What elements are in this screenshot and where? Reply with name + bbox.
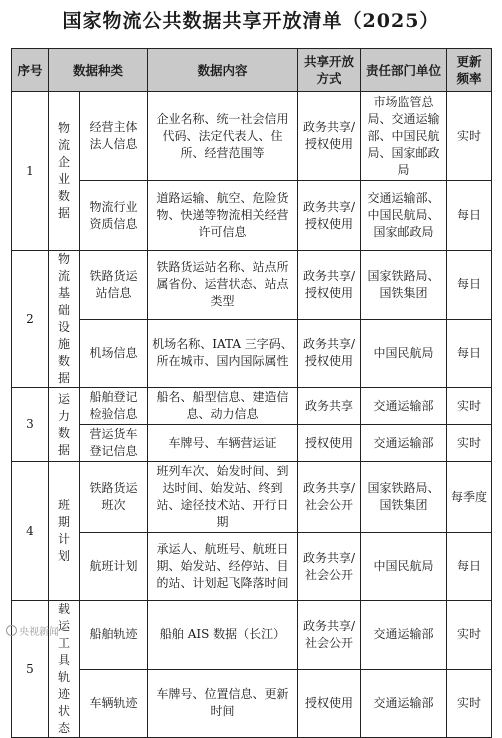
table-row (12, 425, 492, 462)
group-number: 3 (12, 388, 49, 462)
watermark (6, 623, 59, 638)
table-row (12, 319, 492, 388)
header-frequency: 更新频率 (447, 49, 492, 92)
data-kind: 营运货车登记信息 (80, 425, 148, 462)
group-number: 4 (12, 462, 49, 601)
update-frequency: 每日 (447, 251, 492, 320)
responsible-dept: 国家铁路局、国铁集团 (361, 462, 447, 533)
data-content: 班列车次、始发时间、到达时间、始发站、终到站、途径技术站、开行日期 (148, 462, 298, 533)
group-category: 班期计划 (49, 462, 80, 601)
share-method: 政务共享/授权使用 (298, 319, 361, 388)
share-method: 政务共享/社会公开 (298, 533, 361, 601)
group-category: 物流基础设施数据 (49, 251, 80, 388)
update-frequency: 实时 (447, 669, 492, 738)
page-title: 国家物流公共数据共享开放清单（2025） (62, 10, 440, 32)
data-kind: 机场信息 (80, 319, 148, 388)
update-frequency: 每季度 (447, 462, 492, 533)
header-dept: 责任部门单位 (361, 49, 447, 92)
update-frequency: 实时 (447, 92, 492, 181)
responsible-dept: 交通运输部 (361, 669, 447, 738)
update-frequency: 实时 (447, 425, 492, 462)
data-kind: 物流行业资质信息 (80, 181, 148, 251)
responsible-dept: 交通运输部、中国民航局、国家邮政局 (361, 181, 447, 251)
header-content: 数据内容 (148, 49, 298, 92)
data-content: 机场名称、IATA 三字码、所在城市、国内国际属性 (148, 319, 298, 388)
update-frequency: 每日 (447, 533, 492, 601)
group-category: 物流企业数据 (49, 92, 80, 251)
group-category: 载运工具轨迹状态 (49, 601, 80, 738)
responsible-dept: 中国民航局 (361, 319, 447, 388)
watermark-logo-icon (6, 625, 17, 636)
table-row (12, 181, 492, 251)
data-content: 道路运输、航空、危险货物、快递等物流相关经营许可信息 (148, 181, 298, 251)
share-method: 政务共享 (298, 388, 361, 425)
header-kind: 数据种类 (49, 49, 148, 92)
responsible-dept: 中国民航局 (361, 533, 447, 601)
share-method: 授权使用 (298, 425, 361, 462)
group-category: 运力数据 (49, 388, 80, 462)
share-method: 政务共享/社会公开 (298, 462, 361, 533)
data-kind: 铁路货运班次 (80, 462, 148, 533)
responsible-dept: 交通运输部 (361, 601, 447, 670)
header-method: 共享开放方式 (298, 49, 361, 92)
responsible-dept: 交通运输部 (361, 388, 447, 425)
table-header-row (12, 49, 492, 92)
group-number: 2 (12, 251, 49, 388)
data-content: 企业名称、统一社会信用代码、法定代表人、住所、经营范围等 (148, 92, 298, 181)
group-number: 5 (12, 601, 49, 738)
responsible-dept: 交通运输部 (361, 425, 447, 462)
table-row (12, 251, 492, 320)
table-row (12, 601, 492, 670)
table-row (12, 462, 492, 533)
group-number: 1 (12, 92, 49, 251)
table-row (12, 533, 492, 601)
responsible-dept: 市场监管总局、交通运输部、中国民航局、国家邮政局 (361, 92, 447, 181)
data-kind: 航班计划 (80, 533, 148, 601)
data-content: 船名、船型信息、建造信息、动力信息 (148, 388, 298, 425)
data-list-table (11, 48, 492, 738)
data-content: 车牌号、位置信息、更新时间 (148, 669, 298, 738)
share-method: 政务共享/授权使用 (298, 92, 361, 181)
table-row (12, 388, 492, 425)
table-row (12, 92, 492, 181)
data-kind: 船舶登记检验信息 (80, 388, 148, 425)
share-method: 政务共享/授权使用 (298, 251, 361, 320)
share-method: 授权使用 (298, 669, 361, 738)
data-content: 承运人、航班号、航班日期、始发站、经停站、目的站、计划起飞降落时间 (148, 533, 298, 601)
update-frequency: 每日 (447, 319, 492, 388)
data-content: 船舶 AIS 数据（长江） (148, 601, 298, 670)
responsible-dept: 国家铁路局、国铁集团 (361, 251, 447, 320)
header-serial: 序号 (12, 49, 49, 92)
update-frequency: 实时 (447, 601, 492, 670)
share-method: 政务共享/授权使用 (298, 181, 361, 251)
data-kind: 船舶轨迹 (80, 601, 148, 670)
update-frequency: 每日 (447, 181, 492, 251)
data-content: 车牌号、车辆营运证 (148, 425, 298, 462)
data-kind: 铁路货运站信息 (80, 251, 148, 320)
share-method: 政务共享/社会公开 (298, 601, 361, 670)
update-frequency: 实时 (447, 388, 492, 425)
table-row (12, 669, 492, 738)
data-kind: 车辆轨迹 (80, 669, 148, 738)
watermark-text: 央视新闻 (19, 627, 59, 638)
data-content: 铁路货运站名称、站点所属省份、运营状态、站点类型 (148, 251, 298, 320)
data-kind: 经营主体法人信息 (80, 92, 148, 181)
